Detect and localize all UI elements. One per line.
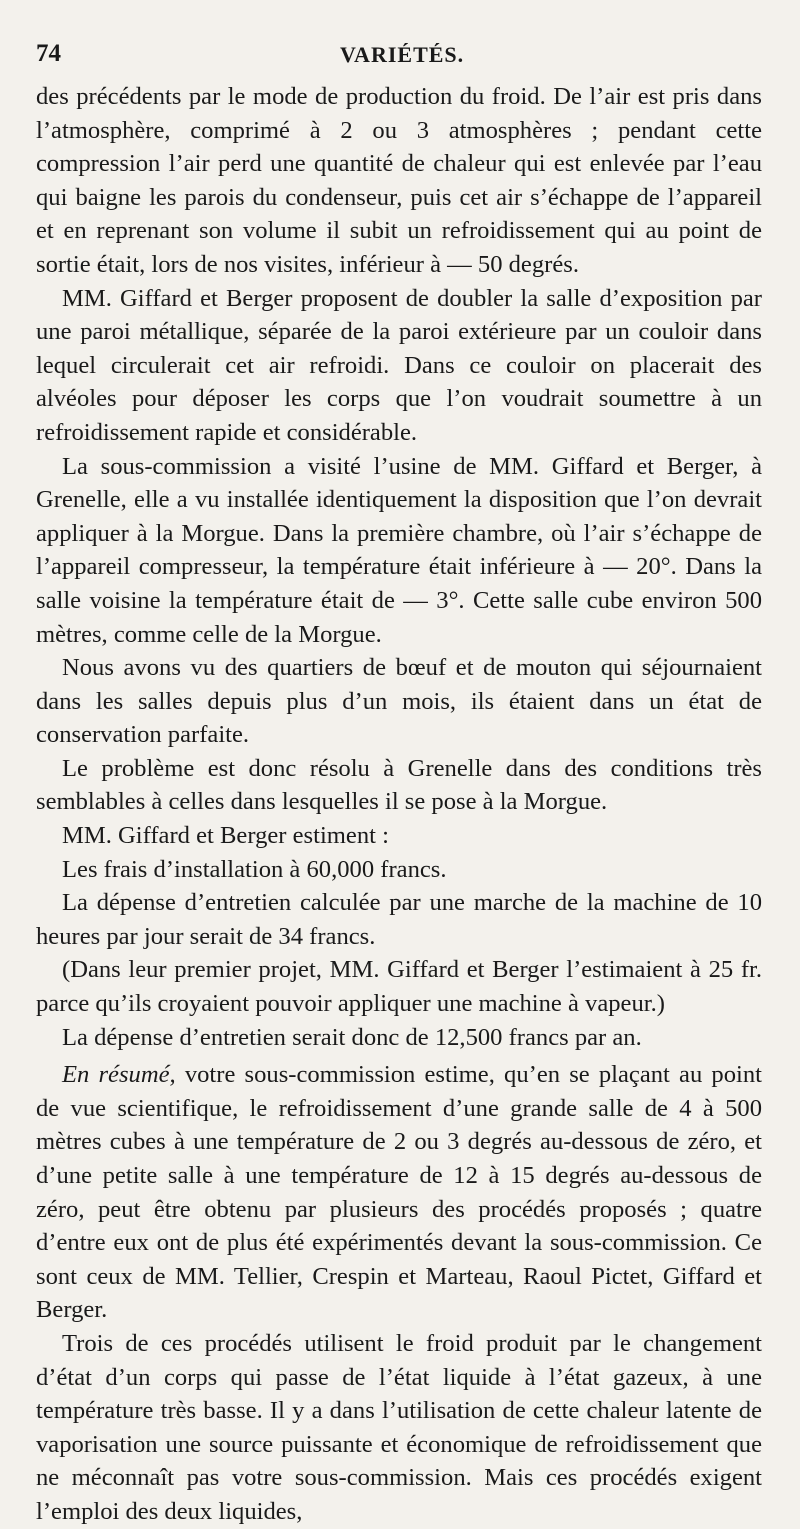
paragraph: des précédents par le mode de production du froid. De l’air est pris dans l’atmosphère, comprimé à 2 ou 3 atmosphères ; pendant cette compression l’air perd une quantité de chaleur qui est enlevée par l’eau qui baigne les parois du condenseur, puis cet air s’échappe de l’appareil et en reprenant son volume il subit un refroidissement qui au point de sortie était, lors de nos visites, inférieur à — 50 degrés.: [36, 83, 762, 278]
paragraph: La sous-commission a visité l’usine de MM. Giffard et Berger, à Grenelle, elle a vu installée identiquement la disposition que l’on devrait appliquer à la Morgue. Dans la première chambre, où l’air s’échappe de l’appareil compresseur, la température était inférieure à — 20°. Dans la salle voisine la température était de — 3°. Cette salle cube environ 500 mètres, comme celle de la Morgue.: [36, 452, 762, 648]
book-page: [36, 40, 762, 1529]
running-head: VARIÉTÉS.: [340, 42, 465, 67]
paragraph: Nous avons vu des quartiers de bœuf et de mouton qui séjournaient dans les salles depuis plus d’un mois, ils étaient dans un état de conservation parfaite.: [36, 654, 762, 749]
paragraph: La dépense d’entretien calculée par une marche de la machine de 10 heures par jour serait de 34 francs.: [36, 889, 762, 950]
paragraph: La dépense d’entretien serait donc de 12,500 francs par an.: [62, 1023, 642, 1051]
paragraph: Les frais d’installation à 60,000 francs.: [62, 855, 447, 883]
paragraph: (Dans leur premier projet, MM. Giffard et Berger l’estimaient à 25 fr. parce qu’ils croyaient pouvoir appliquer une machine à vapeur.): [36, 956, 762, 1018]
page-header: [36, 40, 762, 80]
paragraph: Trois de ces procédés utilisent le froid produit par le changement d’état d’un corps qui passe de l’état liquide à l’état gazeux, à une température très basse. Il y a dans l’utilisation de cette chaleur latente de vaporisation une source puissante et économique de refroidissement que ne méconnaît pas votre sous-commission. Mais ces procédés exigent l’emploi des deux liquides,: [36, 1329, 762, 1525]
paragraph: Le problème est donc résolu à Grenelle dans des conditions très semblables à celles dans lesquelles il se pose à la Morgue.: [36, 754, 762, 816]
page-number: 74: [36, 40, 61, 67]
summary-lead: En résumé,: [62, 1061, 176, 1089]
summary-text: votre sous-commission estime, qu’en se plaçant au point de vue scientifique, le refroidissement d’une grande salle de 4 à 500 mètres cubes à une température de 2 ou 3 degrés au-dessous de zéro, et d’une petite salle à une température de 12 à 15 degrés au-dessous de zéro, peut être obtenu par plusieurs des procédés proposés ; quatre d’entre eux ont de plus été expérimentés devant la sous-commission. Ce sont ceux de MM. Tellier, Crespin et Marteau, Raoul Pictet, Giffard et Berger.: [36, 1061, 762, 1324]
body-text: [36, 80, 762, 1529]
summary-paragraph: [36, 1058, 762, 1327]
paragraph: MM. Giffard et Berger proposent de doubler la salle d’exposition par une paroi métallique, séparée de la paroi extérieure par un couloir dans lequel circulerait cet air refroidi. Dans ce couloir on placerait des alvéoles pour déposer les corps que l’on voudrait soumettre à un refroidissement rapide et considérable.: [36, 284, 762, 446]
paragraph: MM. Giffard et Berger estiment :: [62, 822, 389, 850]
